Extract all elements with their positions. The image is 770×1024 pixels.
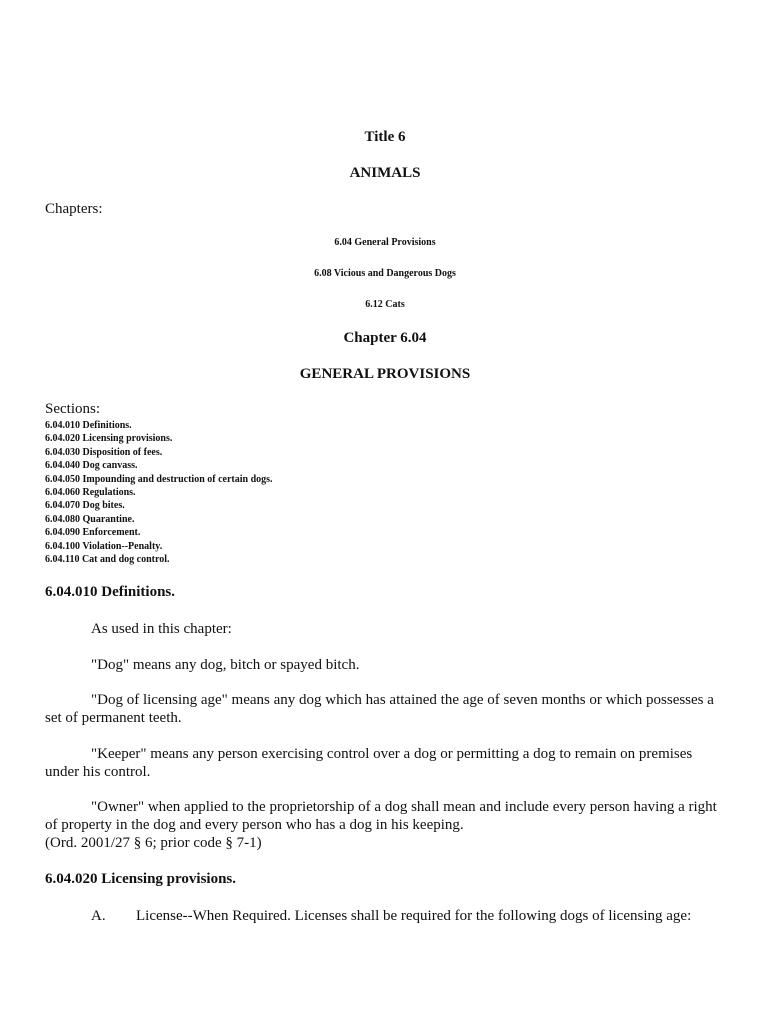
section-list-item: 6.04.050 Impounding and destruction of certain dogs. bbox=[45, 473, 273, 485]
section-list-item: 6.04.070 Dog bites. bbox=[45, 500, 125, 512]
section-list-item: 6.04.060 Regulations. bbox=[45, 487, 136, 499]
definitions-intro: As used in this chapter: bbox=[91, 621, 232, 637]
section-heading-licensing: 6.04.020 Licensing provisions. bbox=[45, 871, 237, 887]
section-list bbox=[45, 419, 273, 566]
definition-licensing-age: "Dog of licensing age" means any dog which has attained the age of seven months or which possesses a set of permanent teeth. bbox=[45, 692, 714, 726]
section-list-item: 6.04.100 Violation--Penalty. bbox=[45, 540, 163, 552]
section-list-item: 6.04.110 Cat and dog control. bbox=[45, 554, 170, 566]
title-name: ANIMALS bbox=[349, 165, 421, 181]
definition-dog: "Dog" means any dog, bitch or spayed bitch. bbox=[91, 657, 360, 673]
section-list-item: 6.04.010 Definitions. bbox=[45, 420, 132, 431]
section-list-item: 6.04.090 Enforcement. bbox=[45, 527, 141, 539]
chapter-list-item: 6.12 Cats bbox=[365, 299, 405, 310]
chapter-list-item: 6.04 General Provisions bbox=[334, 237, 436, 248]
title-number: Title 6 bbox=[364, 129, 406, 145]
chapter-subheading: GENERAL PROVISIONS bbox=[299, 366, 471, 382]
section-list-item: 6.04.020 Licensing provisions. bbox=[45, 433, 173, 445]
chapter-list bbox=[0, 236, 770, 329]
definition-keeper: "Keeper" means any person exercising control over a dog or permitting a dog to remain on premises under his control. bbox=[45, 746, 693, 780]
sections-label: Sections: bbox=[45, 401, 100, 417]
definition-owner: "Owner" when applied to the proprietorship of a dog shall mean and include every person having a right of property in the dog and every person who has a dog in his keeping. bbox=[45, 799, 717, 833]
chapters-label: Chapters: bbox=[45, 201, 103, 217]
chapter-list-item: 6.08 Vicious and Dangerous Dogs bbox=[314, 268, 456, 279]
section-list-item: 6.04.080 Quarantine. bbox=[45, 513, 135, 525]
section-list-item: 6.04.040 Dog canvass. bbox=[45, 460, 138, 472]
section-heading-definitions: 6.04.010 Definitions. bbox=[45, 584, 176, 600]
chapter-heading: Chapter 6.04 bbox=[343, 330, 427, 346]
list-marker: A. bbox=[91, 908, 106, 924]
ordinance-citation: (Ord. 2001/27 § 6; prior code § 7-1) bbox=[45, 835, 262, 851]
licensing-item-a: License--When Required. Licenses shall be required for the following dogs of licensing age: bbox=[136, 908, 692, 924]
section-list-item: 6.04.030 Disposition of fees. bbox=[45, 446, 163, 458]
